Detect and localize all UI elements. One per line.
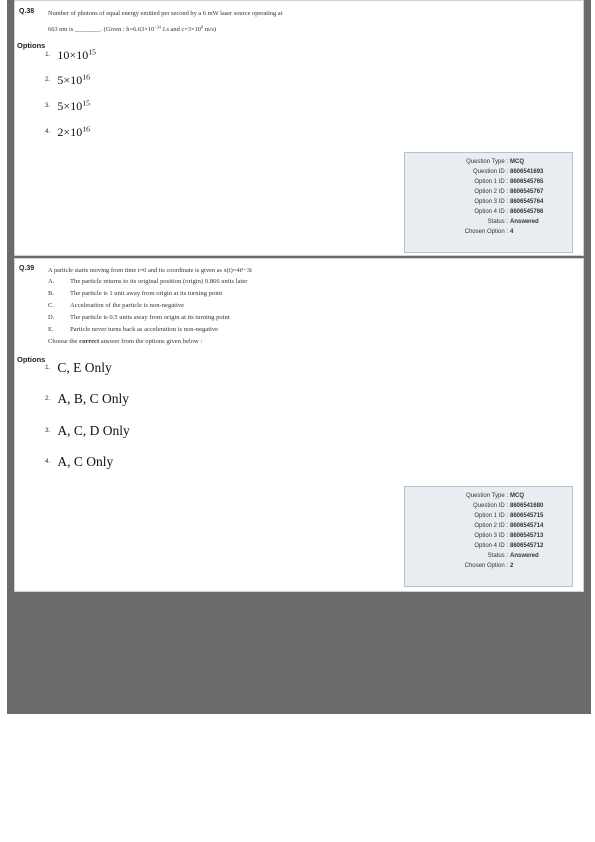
info-option2-id: Option 2 ID : 8606545714 — [474, 523, 544, 529]
info-option1-id: Option 1 ID : 8606545715 — [474, 513, 544, 519]
info-question-id: Question ID : 8606541693 — [472, 169, 544, 175]
options-label: Options — [17, 355, 46, 364]
option-1[interactable]: $^{1.}$ C, E Only — [45, 360, 112, 375]
question-number: Q.38 — [19, 8, 35, 15]
info-question-id: Question ID : 8606541680 — [472, 503, 544, 509]
question-text-line1: Number of photons of equal energy emitted per second by a 6 mW laser source operating at — [48, 10, 283, 17]
statement-b: B. The particle is 1 unit away from origin at its turning point — [48, 290, 223, 297]
question-intro: A particle starts moving from time t=0 and its coordinate is given as x(t)=4t³−3t — [48, 267, 252, 274]
option-1[interactable]: $^{1.}$ $10\times 10^{15}$ — [45, 47, 96, 62]
info-option2-id: Option 2 ID : 8606545767 — [474, 189, 544, 195]
option-4[interactable]: $^{4.}$ $2\times 10^{16}$ — [45, 124, 90, 139]
info-option1-id: Option 1 ID : 8606545765 — [474, 179, 544, 185]
option-2[interactable]: $^{2.}$ $5\times 10^{16}$ — [45, 72, 90, 87]
info-option3-id: Option 3 ID : 8606545713 — [474, 533, 544, 539]
info-question-type: Question Type : MCQ — [466, 493, 524, 499]
option-4[interactable]: $^{4.}$ A, C Only — [45, 454, 114, 469]
question-text-line2: 663 nm is ________. (Given : $h=6.63\times 10^{-34}$ J.s and $c=3\times 10^8$ m/s) — [48, 24, 217, 33]
statement-c: C. Acceleration of the particle is non-negative — [48, 302, 185, 309]
statement-a: A. The particle returns to its original position (origin) 0.866 units later — [48, 278, 248, 285]
options-label: Options — [17, 41, 46, 50]
info-option4-id: Option 4 ID : 8606545766 — [474, 209, 544, 215]
info-status: Status : Answered — [487, 553, 539, 559]
info-chosen-option: Chosen Option : 2 — [464, 563, 514, 569]
info-status: Status : Answered — [487, 219, 539, 225]
option-3[interactable]: $^{3.}$ A, C, D Only — [45, 423, 130, 438]
info-chosen-option: Chosen Option : 4 — [464, 229, 514, 235]
statement-d: D. The particle is 0.5 units away from origin at its turning point — [48, 314, 230, 321]
question-card-39 — [14, 258, 584, 592]
question-info-panel — [404, 486, 573, 587]
info-option3-id: Option 3 ID : 8606545764 — [474, 199, 544, 205]
question-info-panel — [404, 152, 573, 253]
info-option4-id: Option 4 ID : 8606545712 — [474, 543, 544, 549]
choose-instruction: Choose the correct answer from the options given below : — [48, 338, 203, 345]
option-3[interactable]: $^{3.}$ $5\times 10^{15}$ — [45, 98, 90, 113]
statement-e: E. Particle never turns back as acceleration is non-negative — [48, 326, 219, 333]
question-card-38 — [14, 0, 584, 256]
option-2[interactable]: $^{2.}$ A, B, C Only — [45, 391, 130, 406]
info-question-type: Question Type : MCQ — [466, 159, 524, 165]
question-number: Q.39 — [19, 265, 35, 272]
